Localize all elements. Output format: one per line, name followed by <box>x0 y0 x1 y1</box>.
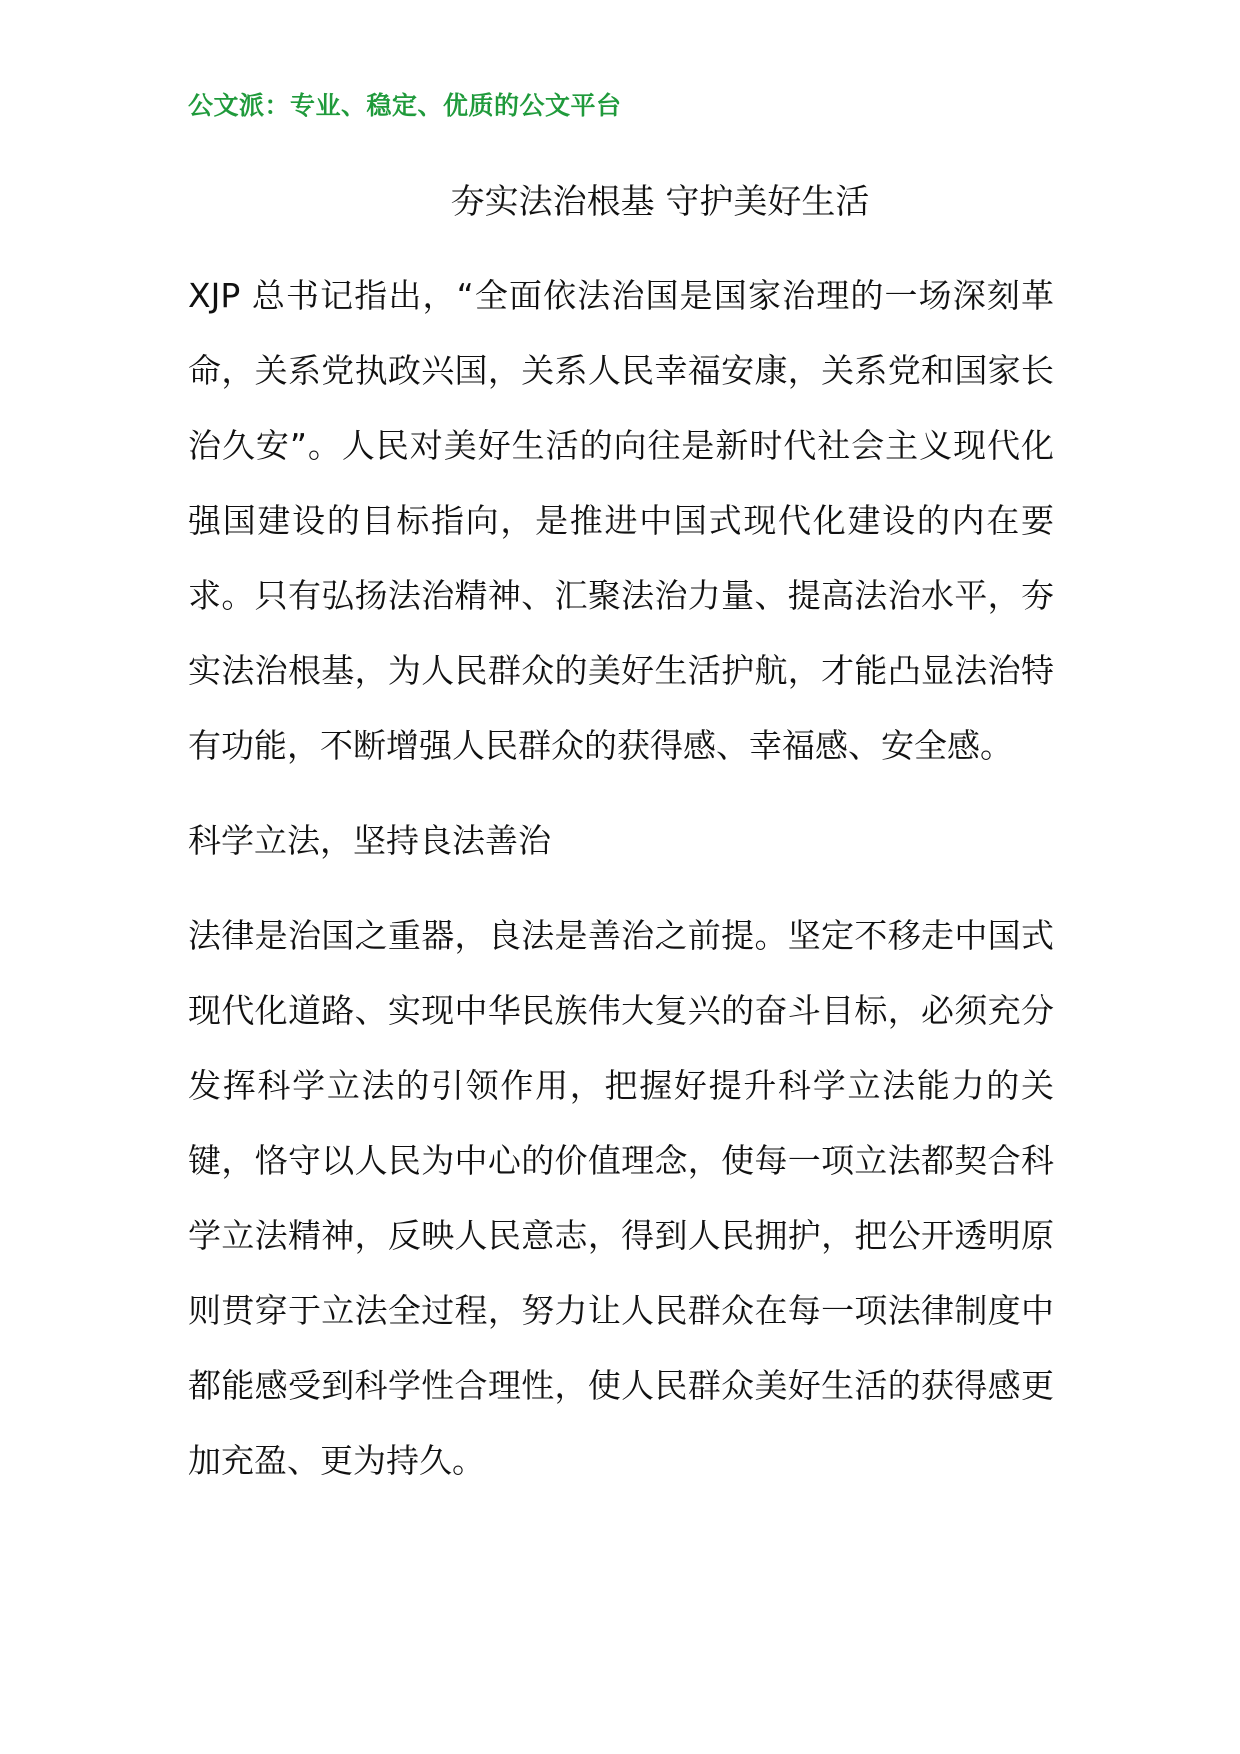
section-paragraph: 法律是治国之重器，良法是善治之前提。坚定不移走中国式现代化道路、实现中华民族伟大复兴的奋斗目标，必须充分发挥科学立法的引领作用，把握好提升科学立法能力的关键，恪守以人民为中心的价值理念，使每一项立法都契合科学立法精神，反映人民意志，得到人民拥护，把公开透明原则贯穿于立法全过程，努力让人民群众在每一项法律制度中都能感受到科学性合理性，使人民群众美好生活的获得感更加充盈、更为持久。 <box>188 916 1054 1480</box>
document-body <box>188 258 1054 1518</box>
document-title: 夯实法治根基 守护美好生活 <box>450 182 870 222</box>
brand-header: 公文派：专业、稳定、优质的公文平台 <box>188 91 622 120</box>
section-heading: 科学立法，坚持良法善治 <box>188 821 551 860</box>
intro-paragraph: XJP 总书记指出，“全面依法治国是国家治理的一场深刻革命，关系党执政兴国，关系人民幸福安康，关系党和国家长治久安”。人民对美好生活的向往是新时代社会主义现代化强国建设的目标指向，是推进中国式现代化建设的内在要求。只有弘扬法治精神、汇聚法治力量、提高法治水平，夯实法治根基，为人民群众的美好生活护航，才能凸显法治特有功能，不断增强人民群众的获得感、幸福感、安全感。 <box>188 276 1054 765</box>
